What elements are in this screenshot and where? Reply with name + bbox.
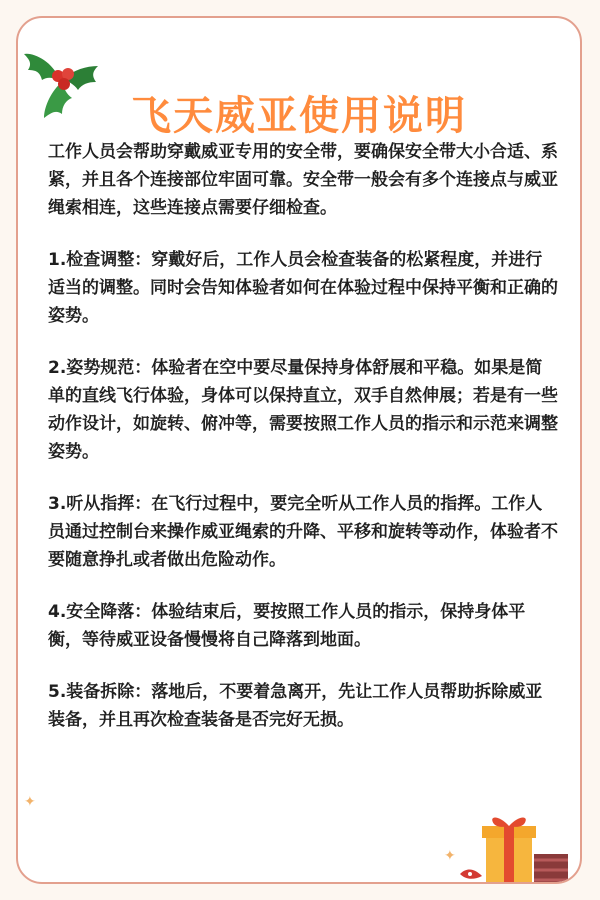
- content-card: [16, 16, 582, 884]
- step-equipment-removal: 5.装备拆除：落地后，不要着急离开，先让工作人员帮助拆除威亚装备，并且再次检查装备是否完好无损。: [48, 682, 543, 730]
- step-posture: 2.姿势规范：体验者在空中要尽量保持身体舒展和平稳。如果是简单的直线飞行体验，身体可以保持直立，双手自然伸展；若是有一些动作设计，如旋转、俯冲等，需要按照工作人员的指示和示范来调整姿势。: [48, 358, 558, 462]
- page-title: 飞天威亚使用说明: [131, 93, 467, 139]
- instructions-body: [48, 138, 558, 758]
- step-follow-command: 3.听从指挥：在飞行过程中，要完全听从工作人员的指挥。工作人员通过控制台来操作威亚绳索的升降、平移和旋转等动作，体验者不要随意挣扎或者做出危险动作。: [48, 494, 558, 570]
- step-check-adjust: 1.检查调整：穿戴好后，工作人员会检查装备的松紧程度，并进行适当的调整。同时会告知体验者如何在体验过程中保持平衡和正确的姿势。: [48, 250, 558, 326]
- intro-paragraph: 工作人员会帮助穿戴威亚专用的安全带，要确保安全带大小合适、系紧，并且各个连接部位牢固可靠。安全带一般会有多个连接点与威亚绳索相连，这些连接点需要仔细检查。: [48, 142, 558, 218]
- step-safe-landing: 4.安全降落：体验结束后，要按照工作人员的指示，保持身体平衡，等待威亚设备慢慢将自己降落到地面。: [48, 602, 526, 650]
- gift-box-icon: [458, 814, 578, 884]
- sparkle-icon: ✦: [24, 794, 36, 810]
- sparkle-icon: ✦: [444, 848, 456, 864]
